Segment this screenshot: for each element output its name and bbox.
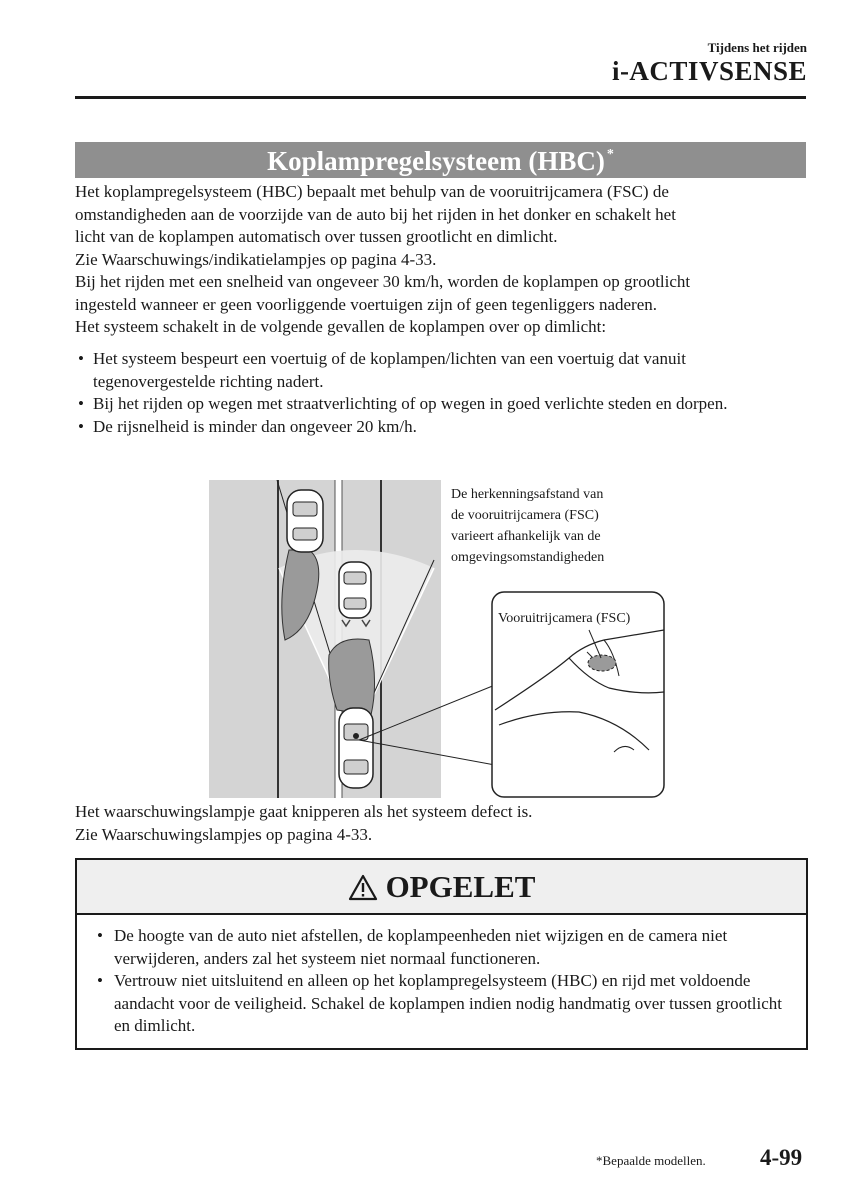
list-item: [94, 925, 792, 970]
caution-item-text: De hoogte van de auto niet afstellen, de koplampeenheden niet wijzigen en de camera niet verwijderen, anders zal het systeem niet normaal functioneren.: [114, 926, 728, 968]
bullet-mark: •: [97, 971, 103, 990]
caution-title: OPGELET: [385, 869, 536, 904]
camera-caption: Vooruitrijcamera (FSC): [498, 611, 631, 626]
list-item-text: Het systeem bespeurt een voertuig of de koplampen/lichten van een voertuig dat vanuit tegenovergestelde richting nadert.: [93, 349, 686, 391]
intro-line: Bij het rijden met een snelheid van ongeveer 30 km/h, worden de koplampen op grootlicht: [75, 272, 691, 291]
warning-triangle-icon: [348, 874, 378, 901]
header-rule: [75, 96, 806, 99]
list-item-text: Bij het rijden op wegen met straatverlichting of op wegen in goed verlichte steden en dorpen.: [93, 394, 728, 413]
preceding-car-icon: [339, 562, 371, 626]
intro-text: [75, 181, 815, 339]
range-caption-line: de vooruitrijcamera (FSC): [451, 508, 599, 523]
section-title-bar: [75, 142, 806, 178]
range-caption-line: omgevingsomstandigheden: [451, 550, 605, 565]
intro-line: Zie Waarschuwings/indikatielampjes op pagina 4-33.: [75, 249, 437, 269]
model-footnote-mark: *: [606, 147, 614, 162]
intro-line: licht van de koplampen automatisch over tussen grootlicht en dimlicht.: [75, 227, 558, 246]
bullet-mark: •: [78, 394, 84, 413]
running-header-section: Tijdens het rijden: [707, 40, 807, 55]
camera-location-marker: [588, 655, 616, 671]
malfunction-line: Het waarschuwingslampje gaat knipperen als het systeem defect is.: [75, 802, 533, 821]
caution-body: [77, 915, 806, 1038]
list-item: [75, 416, 810, 439]
caution-box: [75, 858, 808, 1050]
own-car-light-beam: [329, 639, 375, 715]
section-title: Koplampregelsysteem (HBC): [267, 146, 605, 176]
intro-line: omstandigheden aan de voorzijde van de auto bij het rijden in het donker en schakelt het: [75, 204, 676, 224]
list-item: [75, 348, 810, 393]
malfunction-line: Zie Waarschuwingslampjes op pagina 4-33.: [75, 824, 373, 844]
bullet-mark: •: [78, 349, 84, 368]
bullet-mark: •: [97, 926, 103, 945]
list-item-text: De rijsnelheid is minder dan ongeveer 20 km/h.: [93, 416, 417, 436]
range-caption: [451, 484, 661, 568]
list-item: [75, 393, 810, 416]
bullet-mark: •: [78, 416, 84, 436]
intro-line: ingesteld wanneer er geen voorliggende voertuigen zijn of geen tegenliggers naderen.: [75, 294, 658, 314]
own-car-icon: [339, 708, 373, 788]
condition-list: [75, 348, 810, 438]
footnote: *Bepaalde modellen.: [596, 1153, 706, 1168]
page-number: 4-99: [760, 1145, 803, 1170]
malfunction-text: [75, 801, 815, 846]
list-item: [94, 970, 792, 1038]
range-caption-line: varieert afhankelijk van de: [451, 529, 601, 544]
oncoming-car-icon: [287, 490, 323, 552]
caution-header: [77, 860, 806, 915]
intro-line: Het koplampregelsysteem (HBC) bepaalt met behulp van de vooruitrijcamera (FSC) de: [75, 182, 669, 201]
range-caption-line: De herkenningsafstand van: [451, 487, 604, 502]
caution-item-text: Vertrouw niet uitsluitend en alleen op het koplampregelsysteem (HBC) en rijd met voldoende aandacht voor de veiligheid. Schakel de koplampen indien nodig handmatig over tussen grootlicht en dimlicht.: [114, 971, 783, 1035]
intro-line: Het systeem schakelt in de volgende gevallen de koplampen over op dimlicht:: [75, 317, 607, 336]
running-header-chapter: i-ACTIVSENSE: [611, 56, 807, 86]
